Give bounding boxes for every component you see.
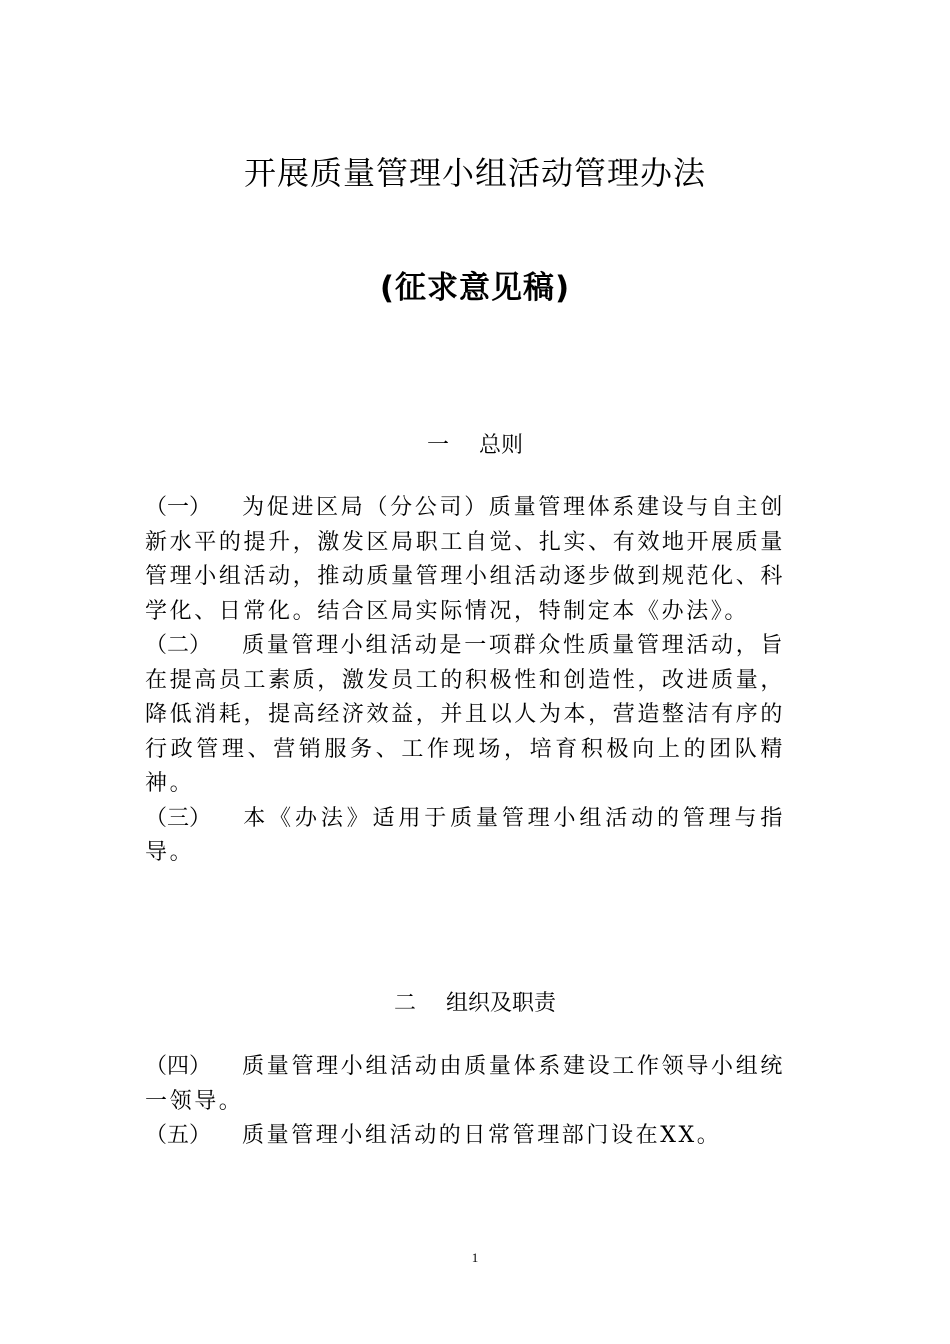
section-body xyxy=(145,491,785,871)
section-heading xyxy=(0,428,950,459)
section-title: 组织及职责 xyxy=(446,991,557,1016)
article-text: 质量管理小组活动由质量体系建设工作领导小组统一领导。 xyxy=(145,1054,785,1114)
section-title: 总则 xyxy=(479,433,524,458)
article-number: （三） xyxy=(145,805,212,831)
article-paragraph xyxy=(145,629,785,802)
section-number: 一 xyxy=(426,433,449,458)
section-heading xyxy=(0,986,950,1017)
article-number: （一） xyxy=(145,495,212,520)
article-text: 本《办法》适用于质量管理小组活动的管理与指导。 xyxy=(145,805,785,865)
article-paragraph xyxy=(145,1050,785,1119)
article-paragraph xyxy=(145,491,785,629)
article-text: 为促进区局（分公司）质量管理体系建设与自主创新水平的提升，激发区局职工自觉、扎实、有效地开展质量管理小组活动，推动质量管理小组活动逐步做到规范化、科学化、日常化。结合区局实际情况，特制定本《办法》。 xyxy=(145,495,785,624)
section-number: 二 xyxy=(393,991,416,1016)
document-subtitle: (征求意见稿) xyxy=(379,270,571,306)
article-text: 质量管理小组活动是一项群众性质量管理活动，旨在提高员工素质，激发员工的积极性和创造性，改进质量，降低消耗，提高经济效益，并且以人为本，营造整洁有序的行政管理、营销服务、工作现场，培育积极向上的团队精神。 xyxy=(145,633,785,796)
article-number: （五） xyxy=(145,1123,212,1148)
article-paragraph xyxy=(145,1119,785,1154)
article-paragraph xyxy=(145,802,785,871)
article-number: （二） xyxy=(145,633,212,658)
article-number: （四） xyxy=(145,1054,212,1079)
page-number: 1 xyxy=(471,1250,479,1265)
article-text: 质量管理小组活动的日常管理部门设在XX。 xyxy=(242,1123,722,1148)
document-title: 开展质量管理小组活动管理办法 xyxy=(243,154,706,192)
section-body xyxy=(145,1050,785,1154)
